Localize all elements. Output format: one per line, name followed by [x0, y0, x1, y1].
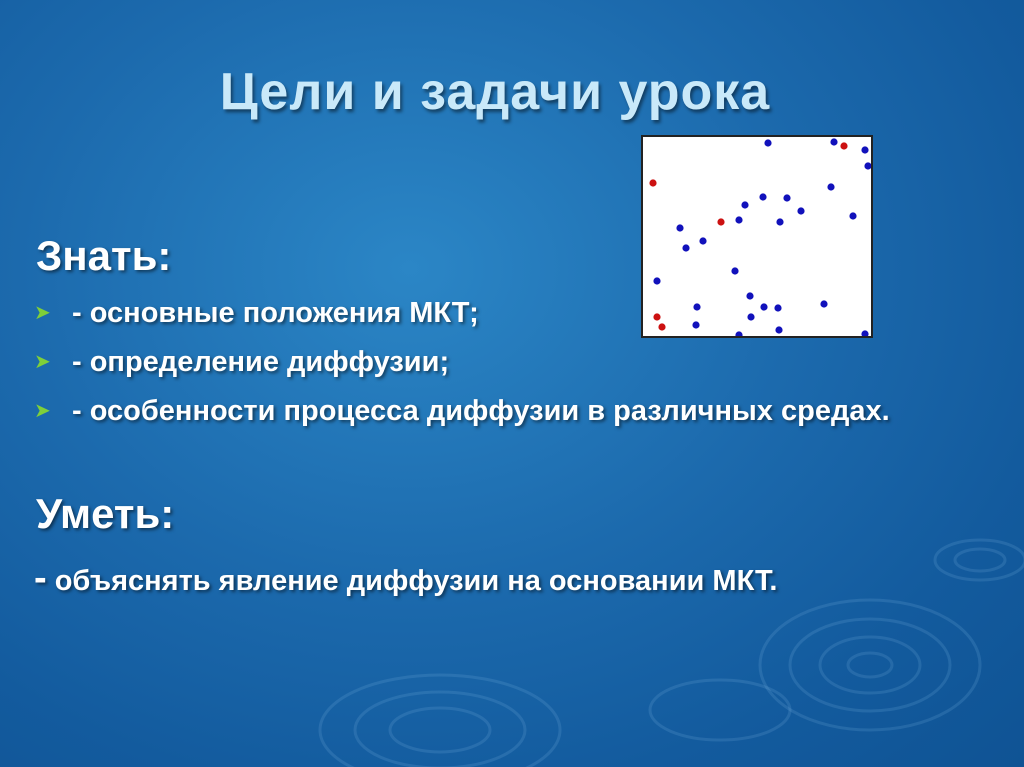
can-heading: Уметь: [36, 490, 175, 537]
chevron-right-icon: ➤ [34, 302, 51, 324]
know-item-text: - определение диффузии; [72, 346, 450, 378]
blue-particle [864, 162, 871, 169]
blue-particle [741, 201, 748, 208]
blue-particle [797, 207, 804, 214]
blue-particle [759, 193, 766, 200]
blue-particle [774, 304, 781, 311]
blue-particle [746, 292, 753, 299]
red-particle [653, 313, 660, 320]
blue-particle [653, 277, 660, 284]
chevron-right-icon: ➤ [34, 351, 51, 373]
blue-particle [682, 244, 689, 251]
slide-title: Цели и задачи урока [219, 63, 771, 121]
blue-particle [731, 267, 738, 274]
blue-particle [764, 139, 771, 146]
blue-particle [699, 237, 706, 244]
chevron-right-icon: ➤ [34, 400, 51, 422]
blue-particle [830, 138, 837, 145]
blue-particle [676, 224, 683, 231]
blue-particle [693, 303, 700, 310]
blue-particle [783, 194, 790, 201]
blue-particle [827, 183, 834, 190]
blue-particle [747, 313, 754, 320]
know-item-text: - особенности процесса диффузии в различных средах. [72, 395, 890, 427]
can-item-text: объяснять явление диффузии на основании МКТ. [46, 565, 778, 597]
blue-particle [692, 321, 699, 328]
blue-particle [849, 212, 856, 219]
red-particle [649, 179, 656, 186]
blue-particle [820, 300, 827, 307]
blue-particle [760, 303, 767, 310]
know-item-text: - основные положения МКТ; [72, 297, 479, 329]
know-item-3 [34, 391, 914, 432]
red-particle [658, 323, 665, 330]
blue-particle [775, 326, 782, 333]
diffusion-illustration [641, 135, 873, 338]
blue-particle [735, 216, 742, 223]
blue-particle [861, 146, 868, 153]
know-item-2 [34, 342, 934, 383]
red-particle [840, 142, 847, 149]
can-item-dash: - [34, 557, 47, 599]
particles-graphic [643, 137, 871, 336]
know-heading: Знать: [36, 232, 172, 279]
red-particle [717, 218, 724, 225]
blue-particle [776, 218, 783, 225]
can-item [34, 557, 778, 600]
blue-particle [735, 331, 742, 336]
blue-particle [861, 330, 868, 336]
